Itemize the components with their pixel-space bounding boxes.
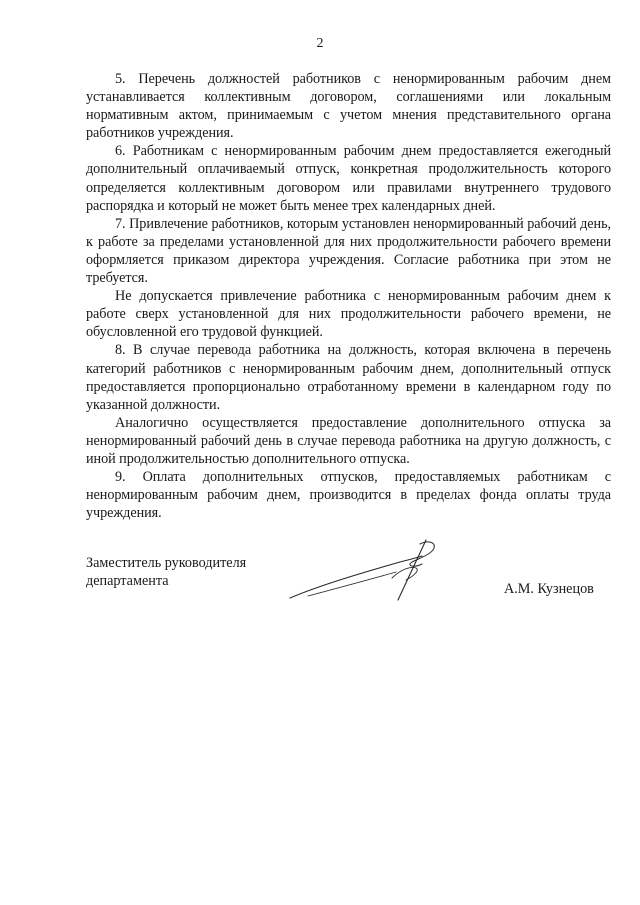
paragraph-7: 7. Привлечение работников, которым установлен ненормированный рабочий день, к работе за пределами установленной для них продолжительности рабочего времени оформляется приказом директора учреждения. Согласие работника при этом не требуется. — [86, 215, 611, 287]
document-body — [86, 70, 611, 522]
paragraph-6: 6. Работникам с ненормированным рабочим днем предоставляется ежегодный дополнительный оплачиваемый отпуск, конкретная продолжительность которого определяется коллективным договором или правилами внутреннего трудового распорядка и который не может быть менее трех календарных дней. — [86, 143, 611, 214]
signer-title-line-2: департамента — [86, 573, 169, 590]
signer-name: А.М. Кузнецов — [504, 581, 594, 597]
paragraph-9: 9. Оплата дополнительных отпусков, предоставляемых работникам с ненормированным рабочим днем, производится в пределах фонда оплаты труда учреждения. — [86, 469, 611, 522]
signer-title — [86, 554, 286, 590]
paragraph-8: 8. В случае перевода работника на должность, которая включена в перечень категорий работников с ненормированным рабочим днем, дополнительный отпуск предоставляется пропорционально отработанному времени в календарном году по указанной должности. — [86, 342, 611, 413]
signer-title-line-1: Заместитель руководителя — [86, 555, 247, 571]
paragraph-7-continuation: Не допускается привлечение работника с ненормированным рабочим днем к работе сверх установленной для них продолжительности рабочего времени, не обусловленной его трудовой функцией. — [86, 288, 611, 341]
handwritten-signature — [288, 536, 448, 604]
page-number: 2 — [316, 36, 324, 51]
paragraph-5: 5. Перечень должностей работников с ненормированным рабочим днем устанавливается коллективным договором, соглашениями или локальным нормативным актом, принимаемым с учетом мнения представительного органа работников учреждения. — [86, 71, 611, 142]
paragraph-8-continuation: Аналогично осуществляется предоставление дополнительного отпуска за ненормированный рабочий день в случае перевода работника на другую должность, с иной продолжительностью дополнительного отпуска. — [86, 414, 611, 467]
